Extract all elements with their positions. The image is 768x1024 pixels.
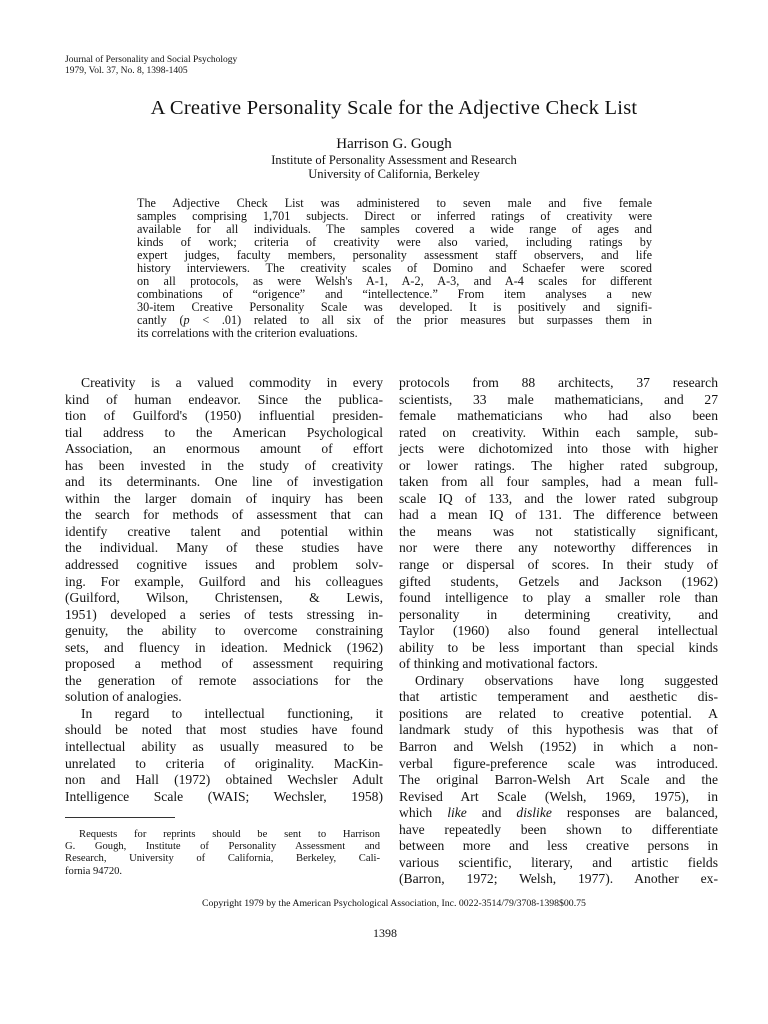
body-column-right: [399, 375, 718, 888]
body-line: female mathematicians who had also been: [399, 408, 718, 424]
abstract-line: its correlations with the criterion evaluations.: [137, 325, 358, 340]
body-line: ability to be less important than special kinds: [399, 639, 718, 655]
body-line: unrelated to criteria of originality. MacKin-: [65, 755, 383, 771]
body-line: which like and dislike responses are balanced,: [399, 805, 718, 821]
abstract: [137, 197, 652, 339]
body-line: tial address to the American Psychological: [65, 424, 383, 440]
author-name: Harrison G. Gough: [336, 136, 452, 152]
body-line: the individual. Many of these studies have: [65, 540, 383, 556]
body-line: the generation of remote associations for the: [65, 672, 383, 688]
body-line: addressed cognitive issues and problem solv-: [65, 557, 383, 573]
body-line: Intelligence Scale (WAIS; Wechsler, 1958): [65, 788, 383, 804]
body-line: (Barron, 1972; Welsh, 1977). Another ex-: [399, 871, 718, 887]
journal-header: [65, 55, 237, 77]
abstract-line: on all protocols, as were Welsh's A-1, A-2, A-3, and A-4 scales for different: [137, 273, 652, 288]
footnote-line: fornia 94720.: [65, 865, 123, 877]
body-line: intellectual ability as usually measured to be: [65, 739, 383, 755]
body-line: jects were dichotomized into those with higher: [399, 441, 718, 457]
body-line: In regard to intellectual functioning, it: [81, 705, 383, 721]
abstract-line: kinds of work; criteria of creativity were also varied, including ratings by: [137, 234, 652, 249]
body-line: Creativity is a valued commodity in every: [81, 375, 383, 390]
affiliation-line: Institute of Personality Assessment and Research: [271, 153, 517, 167]
body-line: proposed a method of assessment requiring: [65, 656, 383, 672]
body-line: within the larger domain of inquiry has been: [65, 490, 383, 506]
body-line: nor were there any noteworthy differences in: [399, 540, 718, 556]
body-line: gifted students, Getzels and Jackson (1962): [399, 573, 718, 589]
abstract-line: The Adjective Check List was administered to seven male and five female: [137, 196, 652, 210]
body-line: sets, and fluency in ideation. Mednick (1962): [65, 639, 383, 655]
body-line: genuity, the ability to overcome constraining: [65, 623, 383, 639]
body-line: kind of human endeavor. Since the publica-: [65, 391, 383, 407]
page-number: 1398: [373, 926, 397, 940]
abstract-line: expert judges, faculty members, personality assessment staff observers, and life: [137, 247, 652, 262]
body-line: various scientific, literary, and artistic fields: [399, 854, 718, 870]
body-line: the search for methods of assessment that can: [65, 507, 383, 523]
abstract-line: history interviewers. The creativity scales of Domino and Schaefer were scored: [137, 260, 652, 275]
footnote-divider: [65, 817, 175, 818]
abstract-line: available for all individuals. The samples covered a wide range of ages and: [137, 221, 652, 236]
body-line: identify creative talent and potential within: [65, 523, 383, 539]
body-line: verbal figure-preference scale was introduced.: [399, 755, 718, 771]
body-line: between more and less creative persons in: [399, 838, 718, 854]
author-affiliation: [0, 153, 768, 181]
body-line: Revised Art Scale (Welsh, 1969, 1975), in: [399, 788, 718, 804]
body-line: scientists, 33 male mathematicians, and 27: [399, 391, 718, 407]
body-line: and its determinants. One line of investigation: [65, 474, 383, 490]
abstract-line: samples comprising 1,701 subjects. Direct or inferred ratings of creativity were: [137, 208, 652, 223]
body-line: of thinking and motivational factors.: [399, 656, 598, 672]
body-line: personality in determining creativity, and: [399, 606, 718, 622]
body-line: Taylor (1960) also found general intellectual: [399, 623, 718, 639]
body-line: or lower ratings. The higher rated subgroup,: [399, 457, 718, 473]
body-line: should be noted that most studies have found: [65, 722, 383, 738]
abstract-line: 30-item Creative Personality Scale was developed. It is positively and signifi-: [137, 299, 652, 314]
body-line: has been invested in the study of creativity: [65, 457, 383, 473]
body-line: scale IQ of 133, and the lower rated subgroup: [399, 490, 718, 506]
footnote-line: G. Gough, Institute of Personality Assessment and: [65, 841, 380, 853]
body-column-left: [65, 375, 383, 805]
body-line: Association, an enormous amount of effort: [65, 441, 383, 457]
body-line: had a mean IQ of 131. The difference between: [399, 507, 718, 523]
body-line: protocols from 88 architects, 37 research: [399, 375, 718, 390]
article-title: A Creative Personality Scale for the Adjective Check List: [150, 97, 638, 119]
body-line: the means was not statistically significant,: [399, 523, 718, 539]
abstract-line: combinations of “origence” and “intellectence.” From item analyses a new: [137, 286, 652, 301]
body-line: rated on creativity. Within each sample, sub-: [399, 424, 718, 440]
body-line: ing. For example, Guilford and his colleagues: [65, 573, 383, 589]
body-line: 1951) developed a series of tests stressing in-: [65, 606, 383, 622]
body-line: solution of analogies.: [65, 689, 182, 705]
footnote-line: Requests for reprints should be sent to Harrison: [79, 829, 380, 840]
body-line: non and Hall (1972) obtained Wechsler Adult: [65, 772, 383, 788]
body-line: have repeatedly been shown to differentiate: [399, 821, 718, 837]
body-line: taken from all four samples, had a mean full-: [399, 474, 718, 490]
footnote: [65, 829, 380, 878]
body-line: Barron and Welsh (1952) in which a non-: [399, 739, 718, 755]
body-line: The original Barron-Welsh Art Scale and the: [399, 772, 718, 788]
body-line: Ordinary observations have long suggested: [415, 672, 718, 688]
footnote-line: Research, University of California, Berkeley, Cali-: [65, 853, 380, 865]
body-line: landmark study of this hypothesis was that of: [399, 722, 718, 738]
journal-name: Journal of Personality and Social Psychology: [65, 55, 238, 65]
body-line: tion of Guilford's (1950) influential presiden-: [65, 408, 383, 424]
body-line: found intelligence to play a smaller role than: [399, 590, 718, 606]
journal-volume: 1979, Vol. 37, No. 8, 1398-1405: [65, 66, 188, 76]
body-line: range or dispersal of scores. In their study of: [399, 557, 718, 573]
body-line: (Guilford, Wilson, Christensen, & Lewis,: [65, 590, 383, 606]
abstract-line: cantly (p < .01) related to all six of the prior measures but surpasses them in: [137, 312, 652, 327]
body-line: positions are related to creative potential. A: [399, 705, 718, 721]
body-line: that artistic temperament and aesthetic dis-: [399, 689, 718, 705]
copyright-notice: Copyright 1979 by the American Psychological Association, Inc. 0022-3514/79/3708-1398$00.75: [202, 898, 586, 909]
affiliation-line: University of California, Berkeley: [308, 167, 480, 181]
